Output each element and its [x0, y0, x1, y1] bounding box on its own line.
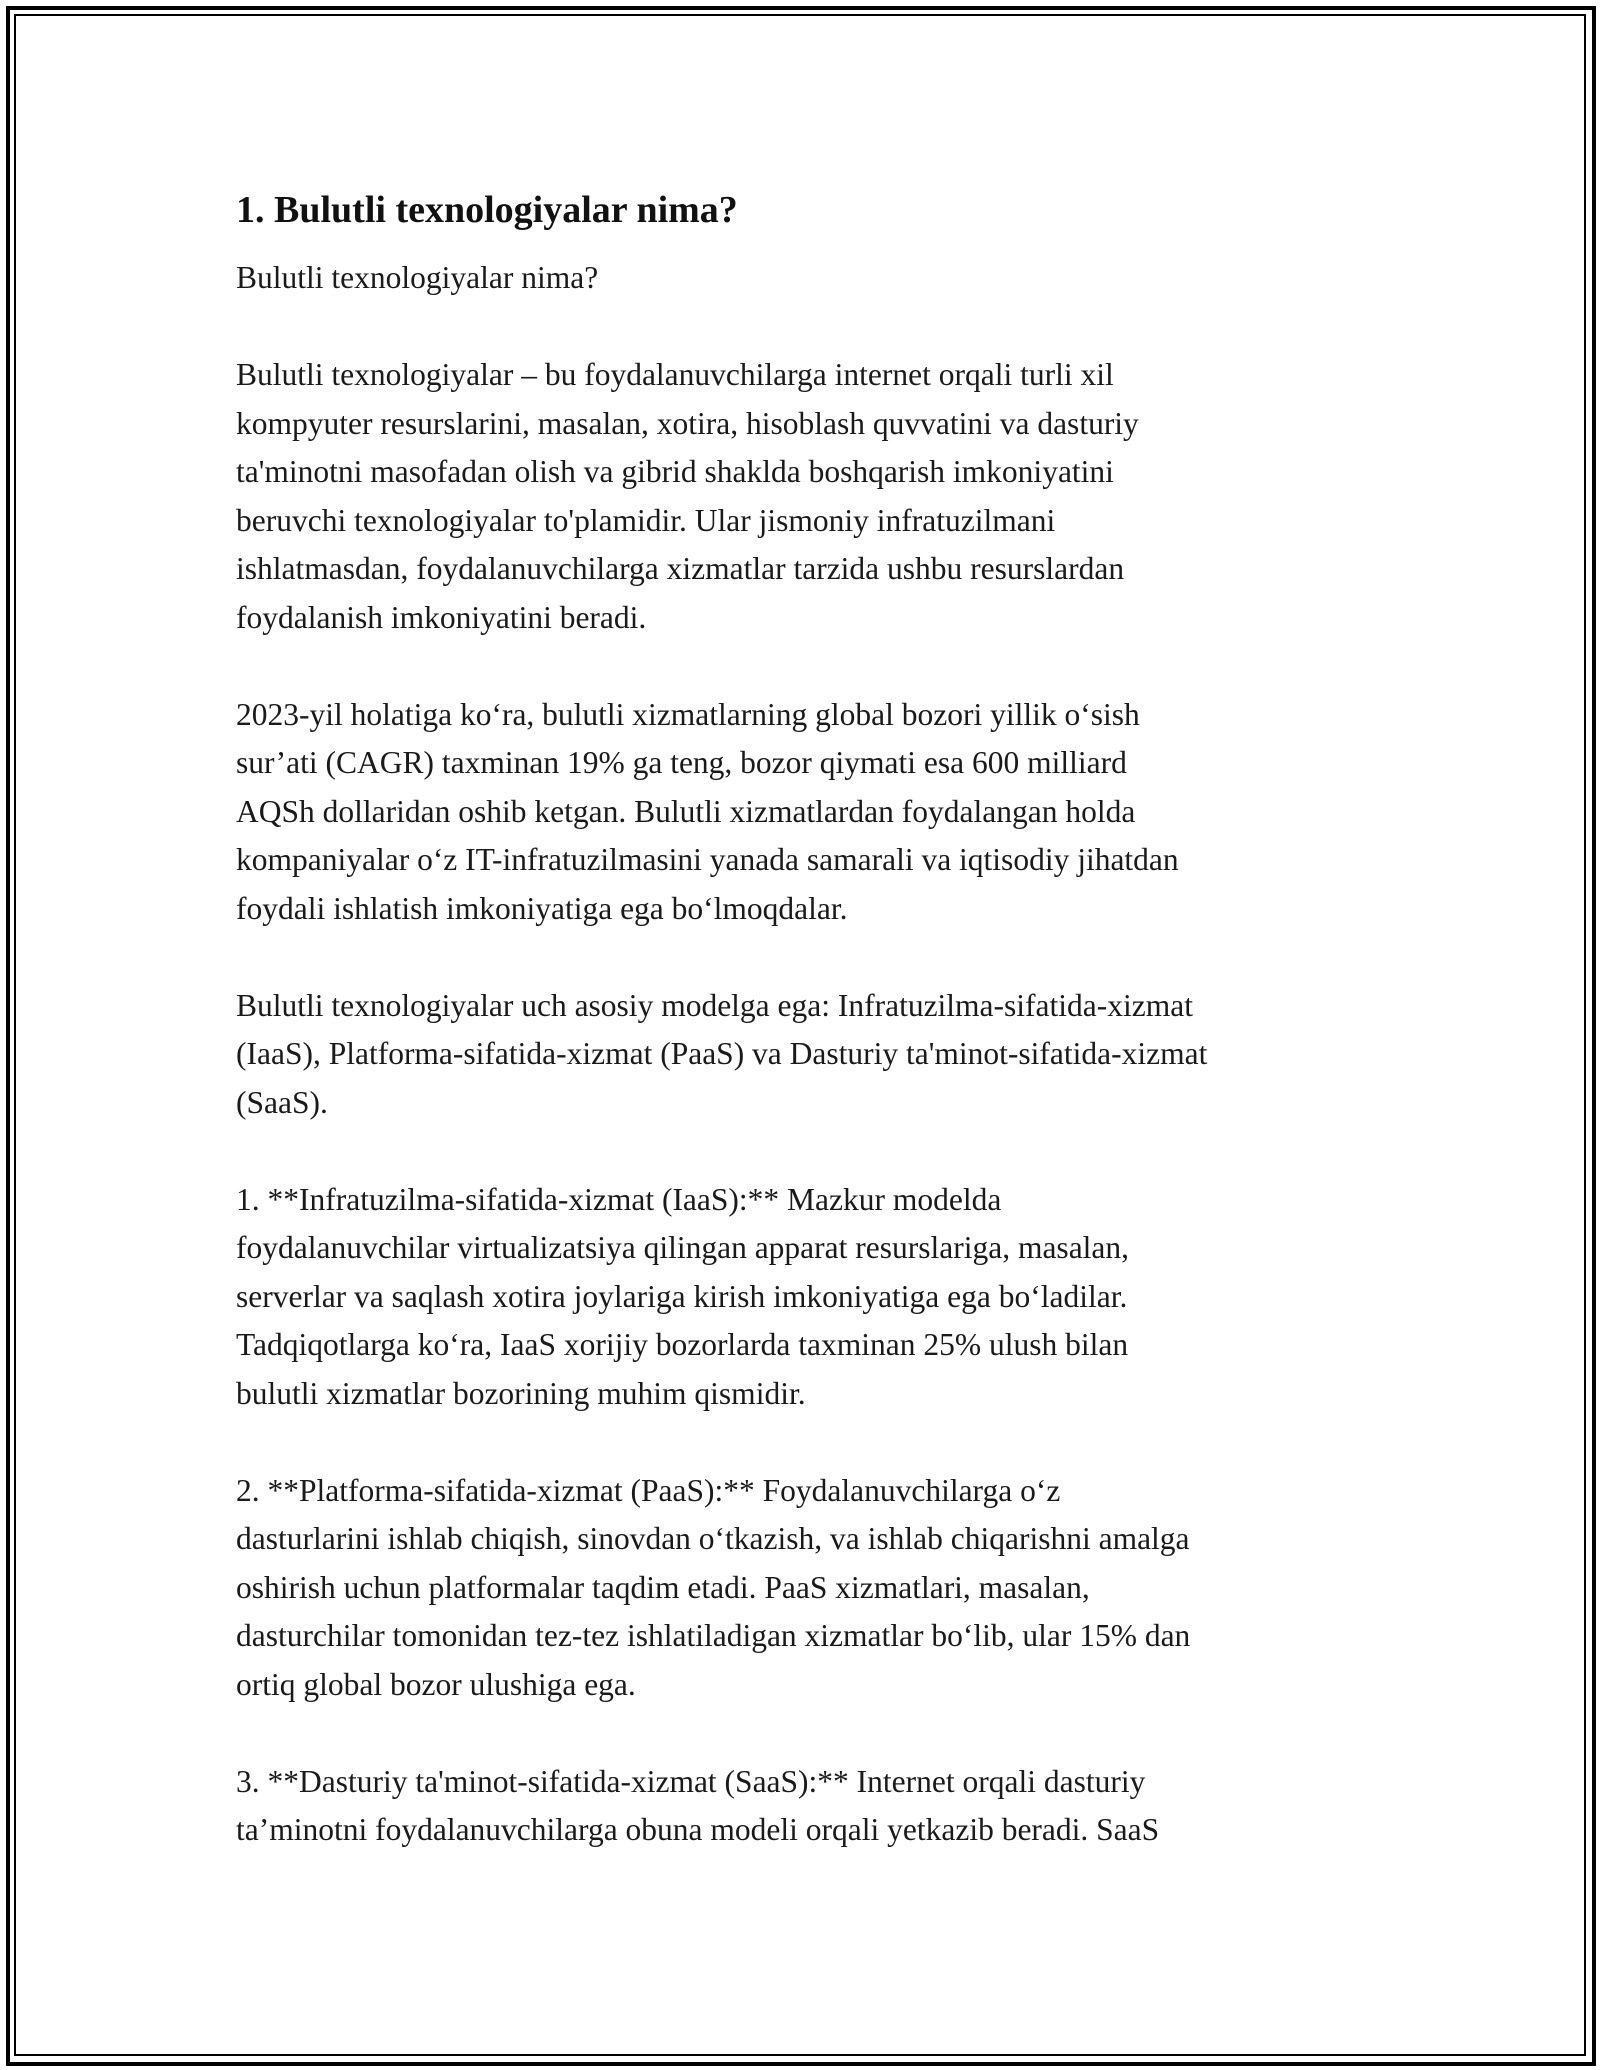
- paragraph-models-overview: Bulutli texnologiyalar uch asosiy modelga ega: Infratuzilma-sifatida-xizmat (IaaS), Platforma-sifatida-xizmat (PaaS) va Dasturiy ta'minot-sifatida-xizmat (SaaS).: [236, 987, 1208, 1120]
- section-heading: 1. Bulutli texnologiyalar nima?: [236, 189, 738, 231]
- document-page: [236, 186, 1386, 1903]
- paragraph-definition: Bulutli texnologiyalar – bu foydalanuvchilarga internet orqali turli xil kompyuter resurslarini, masalan, xotira, hisoblash quvvatini va dasturiy ta'minotni masofadan olish va gibrid shaklda boshqarish imkoniyatini beruvchi texnologiyalar to'plamidir. Ular jismoniy infratuzilmani ishlatmasdan, foydalanuvchilarga xizmatlar tarzida ushbu resurslardan foydalanish imkoniyatini beradi.: [236, 357, 1139, 635]
- paragraph-saas: 3. **Dasturiy ta'minot-sifatida-xizmat (SaaS):** Internet orqali dasturiy ta’minotni foydalanuvchilarga obuna modeli orqali yetkazib beradi. SaaS: [236, 1763, 1160, 1847]
- paragraph-iaas: 1. **Infratuzilma-sifatida-xizmat (IaaS):** Mazkur modelda foydalanuvchilar virtualizatsiya qilingan apparat resurslariga, masalan, serverlar va saqlash xotira joylariga kirish imkoniyatiga ega boʻladilar. Tadqiqotlarga koʻra, IaaS xorijiy bozorlarda taxminan 25% ulush bilan bulutli xizmatlar bozorining muhim qismidir.: [236, 1181, 1130, 1411]
- paragraph-paas: 2. **Platforma-sifatida-xizmat (PaaS):** Foydalanuvchilarga oʻz dasturlarini ishlab chiqish, sinovdan oʻtkazish, va ishlab chiqarishni amalga oshirish uchun platformalar taqdim etadi. PaaS xizmatlari, masalan, dasturchilar tomonidan tez-tez ishlatiladigan xizmatlar boʻlib, ular 15% dan ortiq global bozor ulushiga ega.: [236, 1472, 1191, 1702]
- paragraph-intro-question: Bulutli texnologiyalar nima?: [236, 260, 599, 295]
- paragraph-market-stats: 2023-yil holatiga koʻra, bulutli xizmatlarning global bozori yillik oʻsish sur’ati (CAGR) taxminan 19% ga teng, bozor qiymati esa 600 milliard AQSh dollaridan oshib ketgan. Bulutli xizmatlardan foydalangan holda kompaniyalar oʻz IT-infratuzilmasini yanada samarali va iqtisodiy jihatdan foydali ishlatish imkoniyatiga ega boʻlmoqdalar.: [236, 696, 1179, 926]
